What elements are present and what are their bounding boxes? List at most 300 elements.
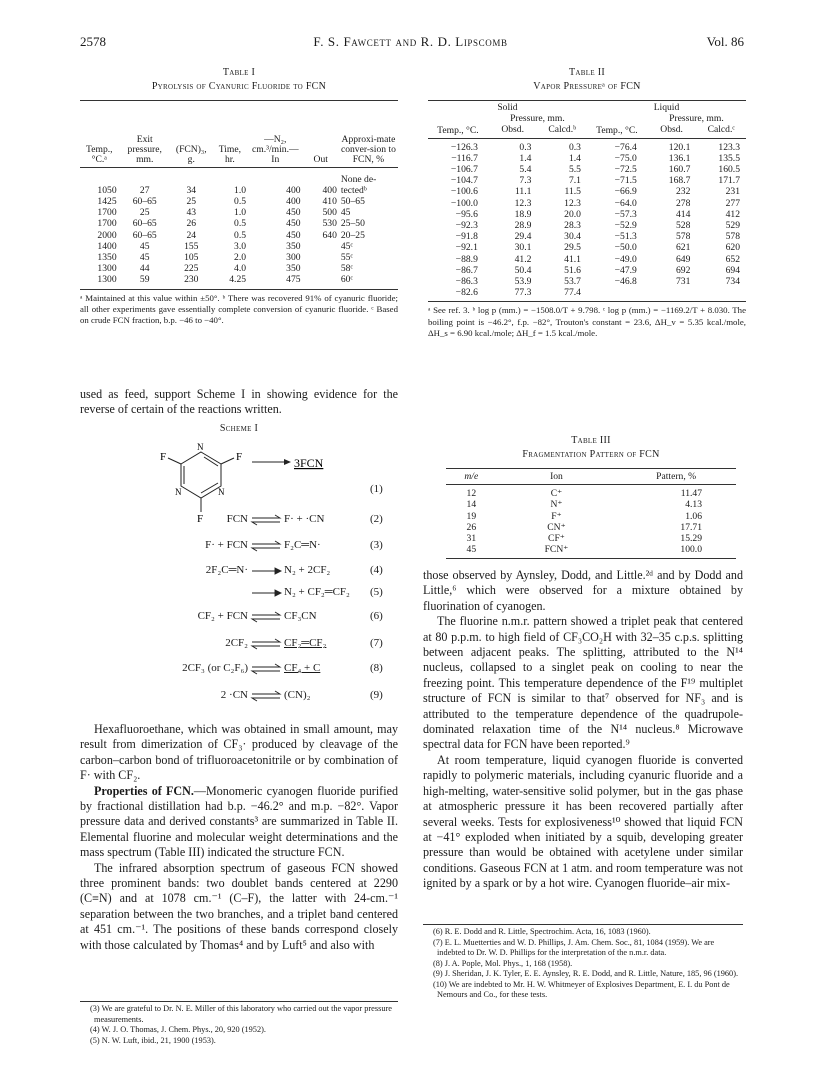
table-2-cell: 578: [676, 231, 691, 243]
table-1-cell: 60ᶜ: [340, 274, 353, 286]
table-2-cell: 734: [725, 276, 740, 288]
table-1-cell: 0.5: [234, 218, 247, 230]
table-1-cell: 1.0: [234, 184, 247, 196]
table-2-cell: 29.4: [514, 231, 532, 243]
table-1-cell: 60–65: [132, 218, 157, 230]
table-2-cell: 29.5: [564, 242, 581, 254]
table-2-cell: 0.3: [519, 141, 532, 153]
table-2-cell: 28.3: [564, 220, 581, 232]
table-2-row: [428, 287, 746, 298]
table-1-cell: 1350: [97, 252, 117, 264]
ring-f-atom: F: [197, 513, 204, 525]
table-1-title: Pyrolysis of Cyanuric Fluoride to FCN: [151, 81, 327, 92]
table-3-row: [446, 533, 736, 544]
table-1-cell: 1300: [97, 274, 117, 286]
table-2-cell: −86.3: [455, 276, 478, 288]
table-1-row: [80, 207, 398, 218]
table-3: [446, 434, 736, 559]
equation-number: (7): [370, 637, 383, 649]
table-2-cell: 135.5: [718, 152, 740, 164]
table-3-cell: CF⁺: [548, 533, 565, 545]
table-2-cell: 7.3: [519, 175, 532, 187]
table-2-cell: 11.5: [564, 186, 581, 198]
table-2-cell: −92.1: [455, 242, 478, 254]
table-2-liquid-label: Liquid: [653, 102, 680, 113]
table-2-cell: −51.3: [614, 231, 637, 243]
equation-number: (6): [370, 610, 383, 622]
table-3-cell: 4.13: [685, 499, 702, 511]
table-3-cell: F⁺: [551, 510, 562, 522]
table-2-header: Obsd.: [501, 124, 524, 136]
table-2-cell: −47.9: [614, 264, 637, 276]
table-2-footnote: ᵃ See ref. 3. ᵇ log p (mm.) = −1508.0/T + 9.798. ᶜ log p (mm.) = −1169.2/T + 8.030. The boiling point is −46.2°, f.p. −82°, Trouton's constant = 23.6, ΔH_v = 5.35 kcal./mole, ΔH_s = 6.90 kcal./mole; ΔH_f = 1.5 kcal./mole.: [428, 305, 746, 339]
triazine-ring: [168, 452, 234, 512]
table-2-header: Temp., °C.: [437, 124, 479, 136]
table-3-row: [446, 488, 736, 499]
equilibrium-arrow: [252, 541, 280, 551]
properties-heading: Properties of FCN.: [94, 783, 194, 798]
equation-number: (9): [370, 689, 383, 701]
table-2-bottom-rule: [428, 301, 746, 302]
table-2-cell: 12.3: [564, 197, 581, 209]
page-number: 2578: [80, 34, 106, 49]
table-1-cell: 25: [186, 196, 197, 207]
table-2-cell: 529: [725, 220, 740, 232]
table-2-cell: [696, 287, 746, 298]
table-2-cell: 53.7: [564, 276, 581, 288]
equation-number: (5): [370, 586, 383, 598]
table-2-cell: 77.4: [564, 287, 581, 299]
table-1-row: [80, 218, 398, 229]
reference-6: (6) R. E. Dodd and R. Little, Spectrochim. Acta, 16, 1083 (1960).: [433, 927, 651, 936]
table-2-cell: −116.7: [451, 152, 478, 164]
table-2-cell: 30.4: [564, 231, 581, 243]
equation-rhs: CF₂═CF₂: [284, 637, 327, 649]
equilibrium-arrow: [252, 612, 280, 622]
table-3-row: [446, 499, 736, 510]
table-1-header: Out: [313, 154, 328, 165]
table-2-cell: −57.3: [614, 208, 637, 220]
scheme-label: Scheme I: [219, 423, 259, 434]
table-2-row: [428, 153, 746, 164]
table-2-cell: −92.3: [455, 220, 478, 232]
table-1-row: [80, 172, 398, 196]
table-3-top-rule: [446, 468, 736, 469]
table-3-body: [446, 488, 736, 555]
table-2-cell: −66.9: [614, 186, 637, 198]
table-1-cell: 24: [186, 229, 197, 241]
table-3-cell: N⁺: [550, 499, 563, 511]
nmr-paragraph: The fluorine n.m.r. pattern showed a triplet peak that centered at 80 p.p.m. to high field of CF₃CO₂H with 32–35 c.p.s. splitting between adjacent peaks. The splitting, attributed to the N¹⁴ nucleus, collapsed to a singlet peak on cooling to near the freezing point. This temperature dependence of the F¹⁹ multiplet structure of FCN is similar to that⁷ observed for NF₃ and is attributed to the temperature dependence of the quadrupole-dominated relaxation time of the N¹⁴ nucleus.⁸ Microwave spectral data for FCN have been reported.⁹: [423, 614, 743, 752]
table-2-cell: 621: [676, 242, 691, 254]
table-3-header: Pattern, %: [656, 471, 697, 482]
equation-lhs: CF₂ + FCN: [197, 610, 248, 622]
table-3-cell: 15.29: [680, 533, 702, 545]
table-2-row: [428, 220, 746, 231]
table-1-cell: 27: [139, 184, 150, 196]
table-1-cell: 2000: [97, 229, 117, 241]
table-2-cell: [647, 287, 697, 298]
equation-lhs: FCN: [226, 513, 248, 525]
table-2-cell: 136.1: [668, 152, 691, 164]
table-2-cell: 5.5: [568, 164, 581, 176]
equation-rhs: F· + ·CN: [284, 513, 325, 525]
equation-rhs: N₂ + 2CF₂: [284, 564, 331, 576]
table-2-row: [428, 231, 746, 242]
table-1-header: —N₂, cm.³/min.— In: [252, 134, 299, 165]
ring-n-atom: N: [218, 487, 225, 497]
table-1-cell: 26: [186, 218, 197, 230]
table-3-label: Table III: [571, 435, 611, 446]
table-1-cell: 60–65: [132, 196, 157, 207]
table-2-cell: 77.3: [514, 287, 532, 299]
table-2-row: [428, 164, 746, 175]
arrowhead: [284, 459, 291, 465]
table-2-row: [428, 276, 746, 287]
table-2-cell: 160.7: [668, 164, 691, 176]
equation-rhs: (CN)₂: [284, 689, 311, 701]
table-1-cell: 4.25: [229, 274, 247, 286]
table-2-cell: 171.7: [718, 175, 740, 187]
table-1-cell: 50–65: [340, 196, 365, 207]
equation-rhs: CF₃CN: [284, 610, 317, 622]
table-3-cell: C⁺: [550, 488, 563, 500]
ring-f-atom: F: [236, 451, 243, 463]
table-2-header: Calcd.ᵇ: [548, 124, 577, 136]
properties-text: —Monomeric cyanogen fluoride purified by fractional distillation had b.p. −46.2° and m.p. −82°. Vapor pressure data and derived constants³ are summarized in Table II. Elemental fluorine and molecular weight determinations and the mass spectrum (Table III) indicated the structure FCN.: [80, 783, 398, 860]
table-2-cell: −76.4: [614, 141, 637, 153]
equation-lhs: 2CF₂: [225, 637, 248, 649]
table-2-cell: −95.6: [455, 208, 478, 220]
table-3-row: [446, 511, 736, 522]
table-2-header: Temp., °C.: [596, 124, 638, 136]
table-2-cell: 414: [676, 208, 691, 220]
equilibrium-arrow: [252, 639, 280, 649]
reference-3: (3) We are grateful to Dr. N. E. Miller of this laboratory who carried out the vapor pressure measurements.: [90, 1004, 392, 1024]
table-2-cell: 1.4: [568, 152, 581, 164]
equilibrium-arrow: [252, 664, 280, 674]
stability-paragraph: At room temperature, liquid cyanogen fluoride is converted rapidly to polymeric materials, including cyanuric fluoride and a high-melting, water-sensitive solid polymer, but in the gas phase at atmospheric pressure it has been recovered partially after several weeks. Tests for explosiveness¹⁰ showed that liquid FCN at −41° exploded when initiated by a squib, developing greater pressure than would be obtained with acetylene under similar conditions. Gaseous FCN at 1 atm. and room temperature was not ignited by a spark or by a hot wire. Cyanogen fluoride–air mix-: [423, 752, 743, 891]
ring-n-atom: N: [175, 487, 182, 497]
table-1-cell: 475: [286, 274, 301, 286]
table-2-cell: 231: [725, 186, 740, 198]
table-1-cell: 1400: [97, 240, 117, 252]
table-1-row: [80, 241, 398, 252]
reference-7: (7) E. L. Muetterties and W. D. Phillips, J. Am. Chem. Soc., 81, 1084 (1959). We are indebted to Dr. W. D. Phillips for the interpretation of the n.m.r. data.: [433, 937, 715, 957]
table-1-cell: 45: [139, 252, 150, 264]
table-1-label: Table I: [222, 67, 256, 78]
table-1-row: [80, 263, 398, 274]
equation-rhs: N₂ + CF₂═CF₂: [284, 586, 350, 598]
table-3-cell: FCN⁺: [544, 544, 569, 556]
table-3-bottom-rule: [446, 558, 736, 559]
table-1-cell: 450: [286, 207, 301, 219]
table-1-cell: 640: [322, 229, 337, 241]
reference-9: (9) J. Sheridan, J. K. Tyler, E. E. Aynsley, R. E. Dodd, and R. Little, Nature, 185, 96 (1960).: [433, 969, 739, 978]
table-1-cell: 45ᶜ: [340, 240, 353, 252]
table-2-cell: −100.0: [450, 197, 478, 209]
table-1-cell: [303, 241, 339, 252]
table-3-grid: [446, 471, 736, 555]
table-3-header: m/e: [464, 471, 479, 482]
table-1-cell: 1050: [97, 184, 117, 196]
table-2-cell: −100.6: [450, 186, 478, 198]
table-2-cell: 51.6: [564, 264, 581, 276]
table-1-cell: None de-tectedᵇ: [340, 173, 377, 196]
table-2-row: [428, 265, 746, 276]
table-2-grid: [428, 102, 746, 298]
table-1-cell: 3.0: [234, 240, 247, 252]
table-2-cell: 11.1: [514, 186, 532, 198]
table-1-top-rule: [80, 100, 398, 101]
product-3fcn: 3FCN: [294, 456, 324, 470]
reference-4: (4) W. J. O. Thomas, J. Chem. Phys., 20, 920 (1952).: [90, 1025, 266, 1034]
table-1-cell: [303, 274, 339, 285]
table-2-cell: 28.9: [514, 220, 532, 232]
table-3-cell: 26: [466, 521, 477, 533]
table-2-cell: −64.0: [614, 197, 637, 209]
equation-number: (1): [370, 483, 383, 495]
table-2-cell: [587, 287, 647, 298]
volume-number: Vol. 86: [706, 34, 744, 49]
table-3-cell: 31: [466, 533, 477, 545]
table-2-cell: −88.9: [455, 253, 478, 265]
table-1-cell: 350: [286, 263, 301, 275]
right-text: [423, 568, 743, 892]
reference-5: (5) N. W. Luft, ibid., 21, 1900 (1953).: [90, 1035, 216, 1045]
table-1-cell: 2.0: [234, 252, 247, 264]
table-3-cell: CN⁺: [547, 521, 566, 533]
right-ref-rule: [423, 924, 743, 925]
equation-number: (3): [370, 539, 383, 551]
table-3-header: Ion: [550, 471, 563, 482]
table-2-cell: −46.8: [614, 276, 637, 288]
table-3-row: [446, 544, 736, 555]
table-1-cell: 20–25: [340, 229, 365, 241]
ring-f-atom: F: [160, 451, 167, 463]
table-1-bottom-rule: [80, 289, 398, 290]
table-3-row: [446, 522, 736, 533]
table-1-cell: 34: [186, 184, 197, 196]
table-3-cell: 12: [466, 488, 477, 500]
left-references: [80, 1004, 398, 1046]
equation-number: (4): [370, 564, 383, 576]
table-2-pressure-label: Pressure, mm.: [510, 113, 565, 125]
table-2-cell: −104.7: [450, 175, 478, 187]
table-2-cell: 652: [725, 253, 740, 265]
table-2-cell: 649: [676, 253, 691, 265]
table-2-cell: 694: [725, 264, 740, 276]
scheme-1: [80, 440, 398, 740]
reaction-arrow: [252, 568, 281, 574]
table-2-cell: 277: [725, 197, 740, 209]
table-2-row: [428, 242, 746, 253]
table-2-cell: 41.2: [514, 253, 532, 265]
table-1-cell: 1425: [97, 196, 117, 207]
table-2-cell: 12.3: [514, 197, 532, 209]
table-1-header: Temp., °C.ᵃ: [86, 144, 113, 165]
table-1: [80, 66, 398, 327]
table-2-cell: 0.3: [568, 141, 581, 153]
table-1-cell: 0.5: [234, 196, 247, 207]
table-1-body: [80, 172, 398, 286]
table-1-cell: 1.0: [234, 207, 247, 219]
table-1-cell: 44: [139, 263, 150, 275]
table-2-row: [428, 198, 746, 209]
table-2-cell: −72.5: [614, 164, 637, 176]
table-2-cell: 5.4: [519, 164, 532, 176]
table-1-cell: 300: [286, 252, 301, 264]
table-1-cell: 410: [322, 196, 337, 207]
table-3-cell: 14: [466, 499, 477, 511]
equilibrium-arrows: [252, 515, 281, 701]
left-ref-rule: [80, 1001, 398, 1002]
table-2-label: Table II: [569, 67, 605, 78]
left-text-2: [80, 722, 398, 953]
table-2-cell: 30.1: [514, 242, 532, 254]
table-2-cell: 123.3: [718, 141, 740, 153]
table-1-cell: 1700: [97, 218, 117, 230]
reaction-arrow: [252, 590, 281, 596]
table-2-cell: 20.0: [564, 208, 581, 220]
table-2-cell: −52.9: [614, 220, 637, 232]
reference-10: (10) We are indebted to Mr. H. W. Whitmeyer of Explosives Department, E. I. du Pont de Nemours and Co., for these tests.: [433, 979, 730, 999]
table-1-cell: 43: [186, 207, 197, 219]
table-3-title: Fragmentation Pattern of FCN: [522, 449, 660, 460]
table-1-cell: 25–50: [340, 218, 365, 230]
table-2-cell: 41.1: [564, 253, 581, 265]
properties-paragraph: [80, 784, 398, 861]
table-1-cell: 400: [286, 184, 301, 196]
table-1-cell: 45: [139, 240, 150, 252]
right-references: [423, 927, 743, 1001]
table-2-cell: 692: [676, 264, 691, 276]
equation-number: (2): [370, 513, 383, 525]
table-1-cell: 350: [286, 240, 301, 252]
table-2-row: [428, 186, 746, 197]
table-2-cell: 731: [676, 276, 691, 288]
table-1-header: Approxi-mate conver-sion to FCN, %: [340, 134, 396, 165]
table-3-cell: 11.47: [680, 488, 702, 500]
table-2-row: [428, 175, 746, 186]
equation-lhs: F· + FCN: [205, 539, 248, 551]
table-2-header: Calcd.ᶜ: [707, 124, 735, 136]
table-2-cell: −71.5: [614, 175, 637, 187]
table-1-row: [80, 196, 398, 207]
table-2-cell: −50.0: [614, 242, 637, 254]
table-1-row: [80, 252, 398, 263]
table-2-cell: 278: [676, 197, 691, 209]
table-1-cell: 230: [184, 274, 199, 286]
table-1-cell: [303, 263, 339, 274]
table-2-cell: −49.0: [614, 253, 637, 265]
table-2-cell: 620: [725, 242, 740, 254]
table-2-cell: −82.6: [455, 287, 478, 299]
table-3-cell: 45: [466, 544, 477, 556]
equation-number: (8): [370, 662, 383, 674]
table-1-cell: 400: [322, 184, 337, 196]
table-2-cell: −126.3: [450, 141, 478, 153]
table-2-header: Obsd.: [660, 124, 683, 136]
table-1-row: [80, 274, 398, 285]
reference-8: (8) J. A. Pople, Mol. Phys., 1, 168 (1958).: [433, 958, 573, 968]
table-1-cell: 1300: [97, 263, 117, 275]
table-2-solid-label: Solid: [497, 102, 518, 113]
table-3-cell: 19: [466, 510, 477, 522]
table-2-pressure-label: Pressure, mm.: [669, 113, 724, 125]
table-3-cell: 100.0: [680, 544, 702, 556]
ring-n-atom: N: [197, 442, 204, 452]
table-2-cell: 7.1: [568, 175, 581, 187]
right-paragraph-1: those observed by Aynsley, Dodd, and Little.²ᵈ and by Dodd and Little,⁶ which were observed for a mixture obtained by fluorination of cyanogen.: [423, 568, 743, 613]
table-2-cell: 18.9: [514, 208, 532, 220]
hexafluoroethane-paragraph: Hexafluoroethane, which was obtained in small amount, may result from dimerization of CF₃· produced by cleavage of the carbon–carbon bond of trifluoroacetonitrile or by combination of F· with CF₂.: [80, 722, 398, 783]
table-1-cell: 0.5: [234, 229, 247, 241]
equation-rhs: F₂C═N·: [284, 539, 321, 551]
table-2-body: [428, 142, 746, 299]
table-2-top-rule: [428, 100, 746, 101]
table-1-cell: 1700: [97, 207, 117, 219]
table-1-cell: 225: [184, 263, 199, 275]
table-1-cell: 45: [340, 207, 351, 219]
table-2-cell: −75.0: [614, 152, 637, 164]
table-1-cell: 55ᶜ: [340, 252, 353, 264]
table-2-row: [428, 254, 746, 265]
left-text-1: used as feed, support Scheme I in showing evidence for the reverse of certain of the reactions written.: [80, 387, 398, 417]
table-2-cell: −86.7: [455, 264, 478, 276]
table-2: [428, 66, 746, 340]
table-2-cell: 412: [725, 208, 740, 220]
table-1-cell: 450: [286, 229, 301, 241]
equation-lhs: 2 ·CN: [220, 689, 248, 701]
table-2-title: Vapor Pressureᵃ of FCN: [533, 81, 641, 92]
equation-lhs: 2F₂C═N·: [205, 564, 248, 576]
table-2-row: [428, 142, 746, 153]
table-1-cell: 4.0: [234, 263, 247, 275]
table-2-cell: 528: [676, 220, 691, 232]
table-1-grid: [80, 103, 398, 286]
table-1-cell: 530: [322, 218, 337, 230]
table-1-cell: 500: [322, 207, 337, 219]
table-1-header: (FCN)₃, g.: [175, 144, 207, 165]
table-2-cell: 50.4: [514, 264, 532, 276]
equation-lhs: 2CF₃ (or C₂F₆): [182, 662, 248, 674]
table-2-cell: 53.9: [514, 276, 532, 288]
table-1-row: [80, 230, 398, 241]
table-2-cell: −106.7: [450, 164, 478, 176]
table-1-cell: 400: [286, 196, 301, 207]
table-2-cell: 120.1: [668, 141, 691, 153]
table-2-cell: 578: [725, 231, 740, 243]
table-3-cell: 1.06: [685, 510, 702, 522]
table-2-cell: 1.4: [519, 152, 532, 164]
table-1-cell: 155: [184, 240, 199, 252]
equation-rhs: CF₄ + C: [284, 662, 321, 674]
table-3-cell: 17.71: [680, 521, 702, 533]
table-1-cell: 25: [139, 207, 150, 219]
table-1-cell: 58ᶜ: [340, 263, 353, 275]
table-1-footnote: ᵃ Maintained at this value within ±50°. ᵇ There was recovered 91% of cyanuric fluoride; all other experiments gave essentially complete conversion of cyanuric fluoride. ᶜ Based on crude FCN fraction, b.p. −46 to −40°.: [80, 292, 398, 326]
table-1-header: Exit pressure, mm.: [127, 134, 162, 165]
equilibrium-arrow: [252, 691, 280, 701]
ir-paragraph: The infrared absorption spectrum of gaseous FCN showed three prominent bands: two doublet bands centered at 2290 (C≡N) and at 1078 cm.⁻¹ (C–F), the latter with 24-cm.⁻¹ separation between the two branches, and a triplet band centered at 451 cm.⁻¹. The positions of these bands correspond closely with those calculated by Thomas⁴ and by Luft⁵ and also with: [80, 860, 398, 952]
table-2-cell: −91.8: [455, 231, 478, 243]
table-2-cell: 160.5: [718, 164, 740, 176]
table-1-cell: 450: [286, 218, 301, 230]
equilibrium-arrow: [252, 515, 280, 525]
table-1-cell: 59: [139, 274, 150, 286]
table-2-row: [428, 209, 746, 220]
